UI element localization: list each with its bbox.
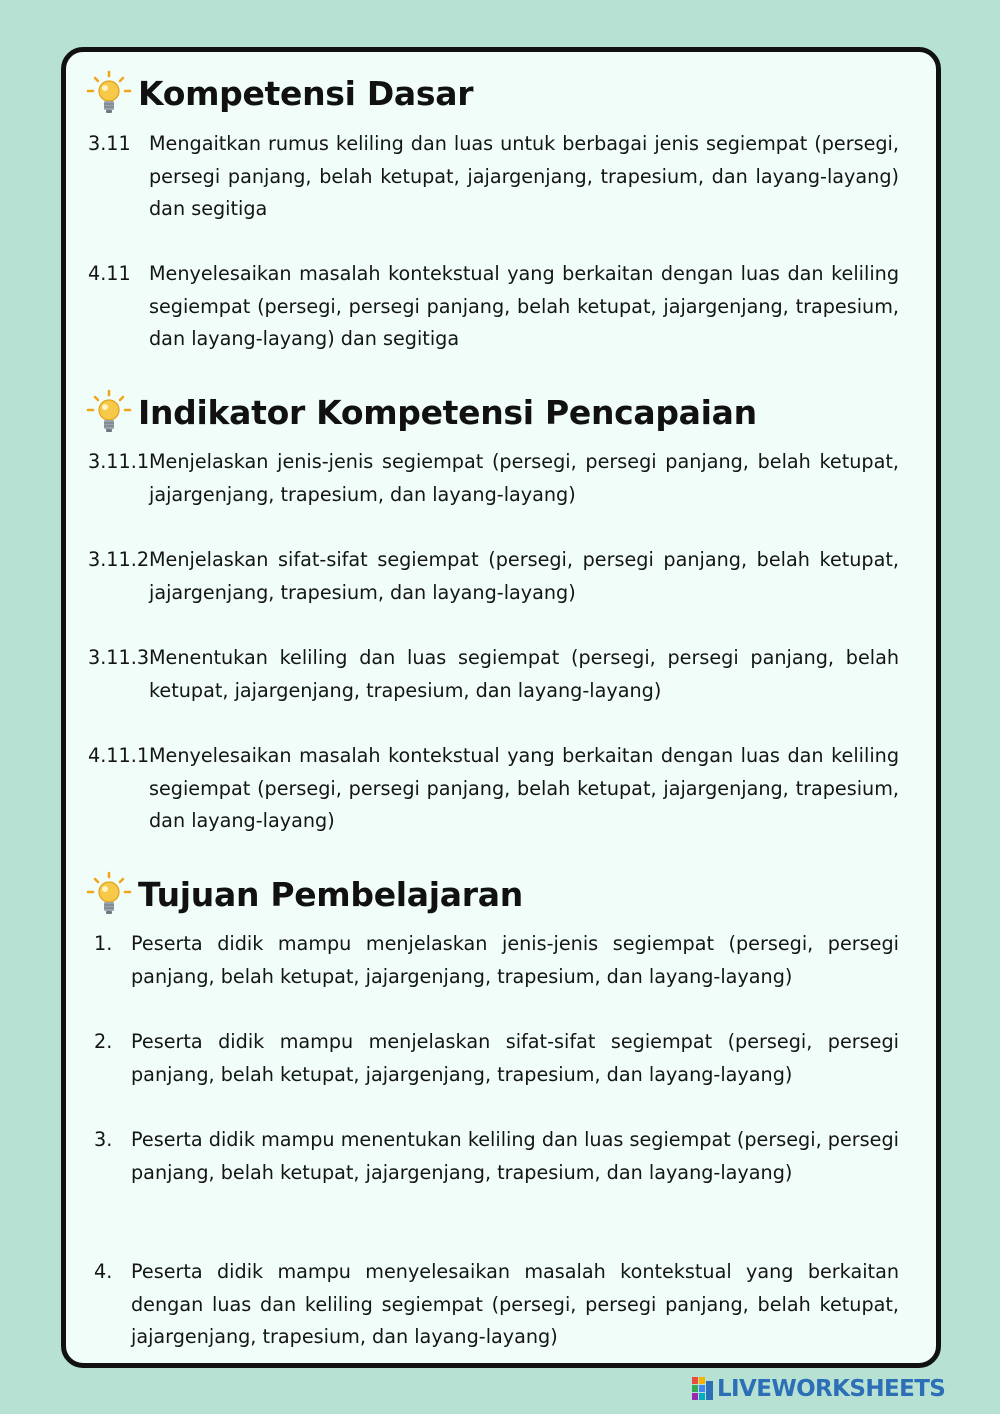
section-title: Indikator Kompetensi Pencapaian — [138, 392, 757, 432]
item-text: Peserta didik mampu menyelesaikan masalah kontekstual yang berkaitan dengan luas dan keliling segiempat (persegi, persegi panjang, belah ketupat, jajargenjang, trapesium, dan layang-layang) — [131, 1260, 899, 1348]
list-item — [88, 928, 899, 993]
item-number: 2. — [94, 1030, 113, 1053]
item-code: 3.11 — [88, 132, 131, 155]
item-number: 1. — [94, 932, 113, 955]
liveworksheets-brand[interactable] — [692, 1376, 945, 1402]
item-text: Peserta didik mampu menjelaskan sifat-sifat segiempat (persegi, persegi panjang, belah ketupat, jajargenjang, trapesium, dan layang-layang) — [131, 1030, 899, 1086]
item-code: 3.11.2 — [88, 548, 150, 571]
heading-kompetensi-dasar — [84, 70, 473, 116]
list-item — [88, 258, 899, 356]
item-code: 4.11.1 — [88, 744, 150, 767]
list-item — [88, 544, 899, 609]
section-title: Tujuan Pembelajaran — [138, 874, 523, 914]
item-number: 4. — [94, 1260, 113, 1283]
list-item — [88, 446, 899, 511]
item-text: Menjelaskan jenis-jenis segiempat (persegi, persegi panjang, belah ketupat, jajargenjang, trapesium, dan layang-layang) — [149, 450, 899, 506]
heading-tujuan-pembelajaran — [84, 871, 523, 917]
item-text: Menyelesaikan masalah kontekstual yang berkaitan dengan luas dan keliling segiempat (persegi, persegi panjang, belah ketupat, jajargenjang, trapesium, dan layang-layang) — [149, 744, 899, 832]
lightbulb-icon — [84, 389, 134, 435]
item-code: 3.11.1 — [88, 450, 150, 473]
item-text: Menjelaskan sifat-sifat segiempat (persegi, persegi panjang, belah ketupat, jajargenjang, trapesium, dan layang-layang) — [149, 548, 899, 604]
lightbulb-icon — [84, 70, 134, 116]
heading-indikator-kompetensi-pencapaian — [84, 389, 757, 435]
list-item — [88, 1124, 899, 1189]
liveworksheets-logo-icon — [692, 1377, 714, 1401]
section-title: Kompetensi Dasar — [138, 73, 474, 113]
item-text: Peserta didik mampu menjelaskan jenis-jenis segiempat (persegi, persegi panjang, belah ketupat, jajargenjang, trapesium, dan layang-layang) — [131, 932, 899, 988]
item-code: 3.11.3 — [88, 646, 150, 669]
list-item — [88, 1256, 899, 1354]
list-item — [88, 1026, 899, 1091]
item-number: 3. — [94, 1128, 113, 1151]
lightbulb-icon — [84, 871, 134, 917]
item-text: Menyelesaikan masalah kontekstual yang berkaitan dengan luas dan keliling segiempat (persegi, persegi panjang, belah ketupat, jajargenjang, trapesium, dan layang-layang) dan segitiga — [149, 262, 899, 350]
list-item — [88, 642, 899, 707]
item-text: Peserta didik mampu menentukan keliling dan luas segiempat (persegi, persegi panjang, belah ketupat, jajargenjang, trapesium, dan layang-layang) — [131, 1128, 899, 1184]
list-item — [88, 128, 899, 226]
item-text: Menentukan keliling dan luas segiempat (persegi, persegi panjang, belah ketupat, jajargenjang, trapesium, dan layang-layang) — [149, 646, 899, 702]
item-text: Mengaitkan rumus keliling dan luas untuk berbagai jenis segiempat (persegi, persegi panjang, belah ketupat, jajargenjang, trapesium, dan layang-layang) dan segitiga — [149, 132, 899, 220]
brand-text: LIVEWORKSHEETS — [717, 1376, 946, 1402]
item-code: 4.11 — [88, 262, 131, 285]
list-item — [88, 740, 899, 838]
